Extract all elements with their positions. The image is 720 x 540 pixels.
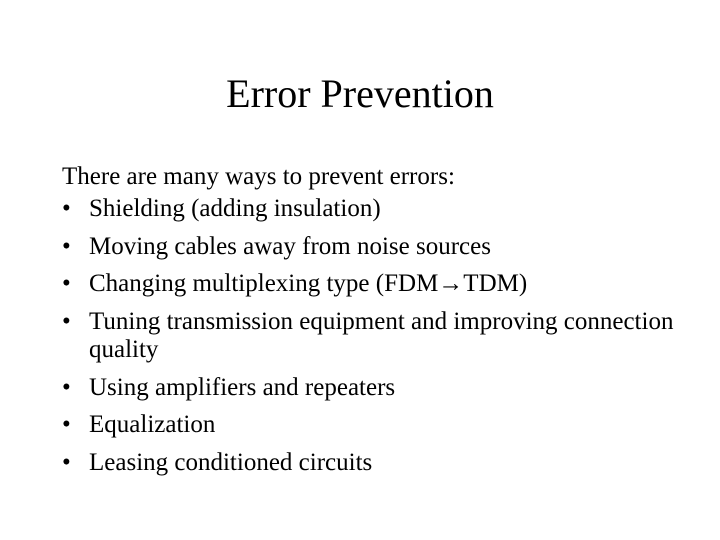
bullet-icon: • (62, 195, 71, 222)
bullet-icon: • (62, 232, 71, 260)
bullet-text: Tuning transmission equipment and improving connection quality (89, 307, 674, 363)
list-item (62, 308, 682, 365)
bullet-icon: • (62, 411, 71, 438)
bullet-icon: • (62, 373, 71, 401)
bullet-text: Moving cables away from noise sources (89, 232, 491, 260)
bullet-text: Leasing conditioned circuits (89, 448, 373, 476)
slide-title: Error Prevention (226, 71, 494, 116)
intro-text: There are many ways to prevent errors: (62, 163, 455, 190)
bullet-text: Changing multiplexing type (FDM→TDM) (89, 270, 528, 297)
bullet-text: Shielding (adding insulation) (89, 195, 381, 222)
list-item (62, 411, 682, 440)
list-item (62, 233, 682, 262)
list-item (62, 270, 682, 299)
list-item (62, 195, 682, 224)
bullet-text: Using amplifiers and repeaters (89, 373, 396, 401)
bullet-icon: • (62, 448, 71, 476)
bullet-text: Equalization (89, 411, 216, 438)
list-item (62, 449, 682, 478)
bullet-list (62, 195, 682, 486)
bullet-icon: • (62, 270, 71, 297)
bullet-icon: • (62, 307, 71, 335)
list-item (62, 374, 682, 403)
